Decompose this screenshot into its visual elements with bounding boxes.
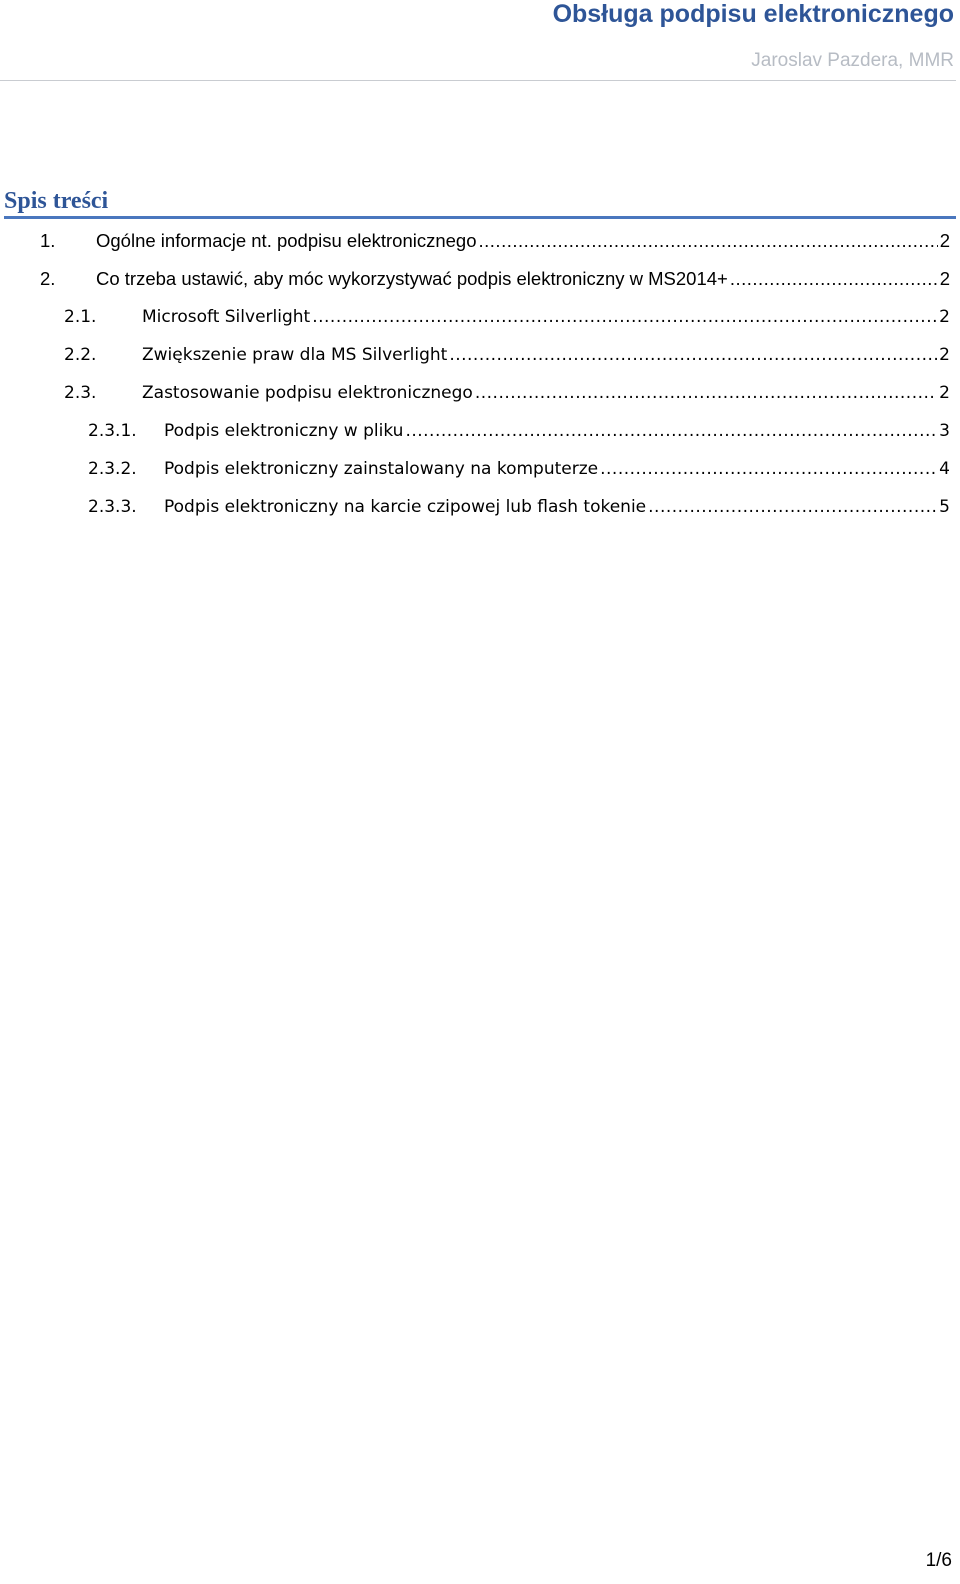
toc-entry-page: 2 bbox=[939, 230, 950, 251]
toc-entry-title: Podpis elektroniczny zainstalowany na komputerze bbox=[164, 459, 599, 479]
document-title: Obsługa podpisu elektronicznego bbox=[552, 0, 954, 28]
toc-entry-body bbox=[142, 345, 950, 365]
toc-entry[interactable] bbox=[40, 268, 950, 296]
toc-entry-number: 2.1. bbox=[64, 307, 97, 327]
toc-entry-body bbox=[164, 459, 950, 479]
toc-entry-body bbox=[164, 421, 950, 441]
toc-dot-leader bbox=[600, 459, 937, 479]
toc-entry-number: 2.3.2. bbox=[88, 459, 137, 479]
toc-entry-title: Ogólne informacje nt. podpisu elektronicznego bbox=[96, 230, 477, 251]
toc-entry-body bbox=[142, 383, 950, 403]
toc-entry-body bbox=[96, 268, 950, 290]
toc-entry-title: Microsoft Silverlight bbox=[142, 307, 311, 327]
toc-entry-title: Co trzeba ustawić, aby móc wykorzystywać podpis elektroniczny w MS2014+ bbox=[96, 268, 728, 289]
toc-entry-number: 2.3.1. bbox=[88, 421, 137, 441]
toc-entry-title: Podpis elektroniczny w pliku bbox=[164, 421, 404, 441]
toc-entry-body bbox=[164, 497, 950, 517]
toc-dot-leader bbox=[449, 345, 937, 365]
toc-dot-leader bbox=[312, 307, 937, 327]
toc-heading: Spis treści bbox=[4, 188, 109, 214]
toc-entry-title: Podpis elektroniczny na karcie czipowej lub flash tokenie bbox=[164, 497, 647, 517]
toc-entry-page: 5 bbox=[939, 497, 950, 517]
toc-entry-body bbox=[96, 230, 950, 252]
toc-dot-leader bbox=[730, 268, 938, 290]
toc-entry-number: 2. bbox=[40, 268, 56, 289]
toc-entry-page: 2 bbox=[939, 307, 950, 327]
header-divider bbox=[0, 80, 956, 81]
toc-entry[interactable] bbox=[88, 421, 950, 449]
toc-entry-number: 2.3. bbox=[64, 383, 97, 403]
toc-dot-leader bbox=[648, 497, 937, 517]
toc-heading-underline bbox=[4, 216, 956, 219]
toc-dot-leader bbox=[475, 383, 937, 403]
toc-entry-page: 3 bbox=[939, 421, 950, 441]
toc-entry-page: 2 bbox=[939, 345, 950, 365]
page-number: 1/6 bbox=[925, 1550, 952, 1571]
toc-entry[interactable] bbox=[88, 497, 950, 525]
toc-entry[interactable] bbox=[64, 345, 950, 373]
toc-entry-number: 2.2. bbox=[64, 345, 97, 365]
toc-entry[interactable] bbox=[64, 307, 950, 335]
toc-dot-leader bbox=[405, 421, 937, 441]
toc-entry[interactable] bbox=[40, 230, 950, 258]
toc-entry-body bbox=[142, 307, 950, 327]
toc-dot-leader bbox=[479, 230, 938, 252]
toc-entry[interactable] bbox=[88, 459, 950, 487]
toc-entry[interactable] bbox=[64, 383, 950, 411]
toc-entry-number: 1. bbox=[40, 230, 56, 251]
toc-entry-page: 2 bbox=[939, 268, 950, 289]
toc-entry-page: 4 bbox=[939, 459, 950, 479]
toc-entry-title: Zastosowanie podpisu elektronicznego bbox=[142, 383, 473, 403]
document-author: Jaroslav Pazdera, MMR bbox=[751, 50, 954, 71]
toc-entry-title: Zwiększenie praw dla MS Silverlight bbox=[142, 345, 448, 365]
toc-entry-page: 2 bbox=[939, 383, 950, 403]
toc-entry-number: 2.3.3. bbox=[88, 497, 137, 517]
